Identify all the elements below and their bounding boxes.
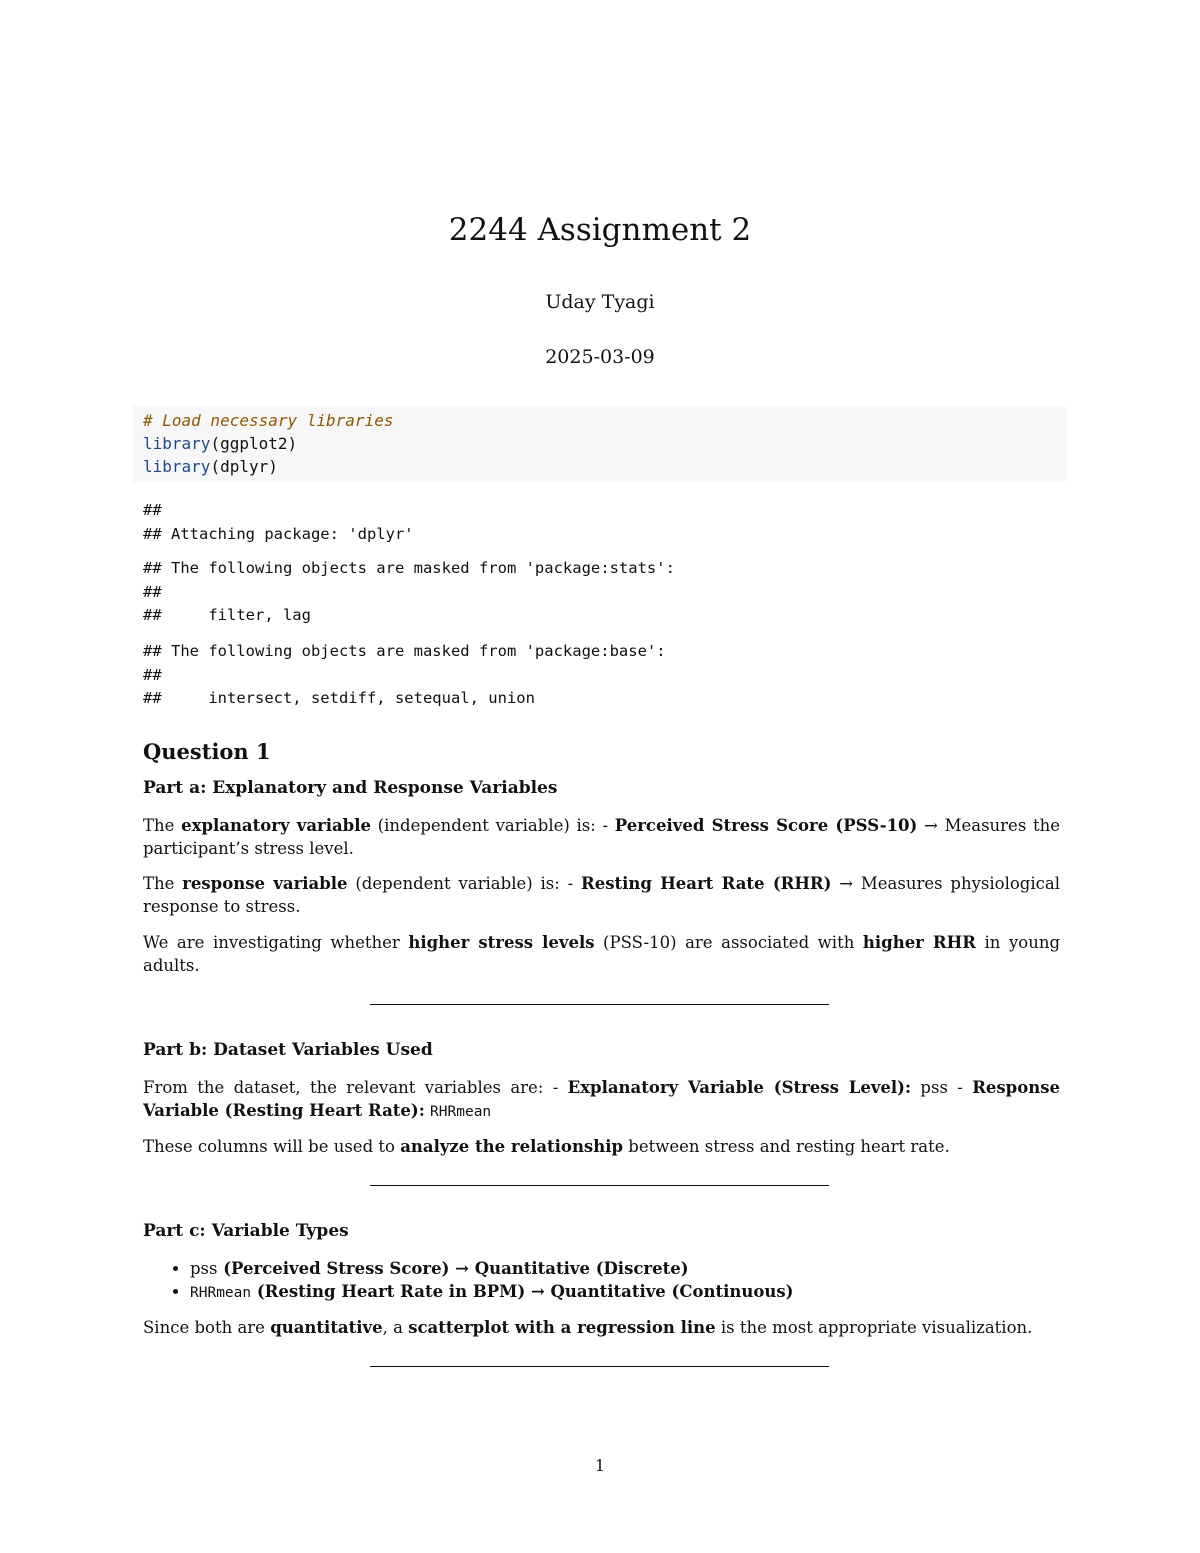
code-line-3 bbox=[143, 455, 1056, 478]
paragraph-visualization bbox=[143, 1316, 1060, 1339]
bold-run: Perceived Stress Score (PSS-10) bbox=[614, 816, 918, 835]
code-inline: RHRmean bbox=[190, 1285, 252, 1301]
text-run: → Measures physiological response to stress. bbox=[143, 874, 1060, 916]
horizontal-rule bbox=[370, 1366, 829, 1367]
code-block bbox=[133, 406, 1066, 482]
code-argument: (ggplot2) bbox=[210, 434, 298, 453]
text-run: The bbox=[143, 816, 182, 835]
text-run: is the most appropriate visualization. bbox=[715, 1318, 1033, 1337]
code-function: library bbox=[143, 434, 211, 453]
document-date: 2025-03-09 bbox=[545, 346, 655, 368]
text-run: pss bbox=[190, 1259, 218, 1278]
bold-run: (Resting Heart Rate in BPM) → Quantitative (Continuous) bbox=[251, 1282, 794, 1301]
text-run: in young adults. bbox=[143, 933, 1061, 975]
bold-run: higher RHR bbox=[862, 933, 976, 952]
list-item bbox=[190, 1257, 1060, 1280]
horizontal-rule bbox=[370, 1004, 829, 1005]
bold-run: scatterplot with a regression line bbox=[408, 1318, 716, 1337]
bold-run: analyze the relationship bbox=[400, 1137, 624, 1156]
paragraph-response bbox=[143, 872, 1060, 918]
console-output-1: ## ## Attaching package: 'dplyr' bbox=[143, 501, 414, 543]
paragraph-explanatory bbox=[143, 814, 1060, 860]
section-heading: Question 1 bbox=[143, 739, 271, 764]
code-comment: # Load necessary libraries bbox=[143, 411, 394, 430]
text-run: Since both are bbox=[143, 1318, 271, 1337]
bold-run: response variable bbox=[182, 874, 348, 893]
bold-run: Explanatory Variable (Stress Level): bbox=[567, 1078, 912, 1097]
horizontal-rule bbox=[370, 1185, 829, 1186]
console-output-3: ## The following objects are masked from 'package:base': ## ## intersect, setdiff, setequal, union bbox=[143, 642, 666, 707]
document-title: 2244 Assignment 2 bbox=[448, 212, 752, 248]
text-run: (PSS-10) are associated with bbox=[594, 933, 863, 952]
variable-types-list bbox=[143, 1257, 1060, 1305]
bold-run: higher stress levels bbox=[408, 933, 595, 952]
text-run: The bbox=[143, 874, 183, 893]
paragraph-investigation bbox=[143, 931, 1060, 977]
code-line-1 bbox=[143, 409, 1056, 432]
bold-run: Response Variable (Resting Heart Rate): bbox=[143, 1078, 1061, 1120]
code-inline: RHRmean bbox=[430, 1104, 492, 1120]
paragraph-columns-usage bbox=[143, 1135, 1060, 1158]
text-run: These columns will be used to bbox=[143, 1137, 401, 1156]
document-author: Uday Tyagi bbox=[545, 291, 655, 313]
text-run: (independent variable) is: - bbox=[370, 816, 615, 835]
page-number: 1 bbox=[594, 1456, 606, 1475]
subsection-heading-part-c: Part c: Variable Types bbox=[143, 1221, 349, 1241]
subsection-heading-part-a: Part a: Explanatory and Response Variables bbox=[143, 778, 558, 798]
bold-run: Resting Heart Rate (RHR) bbox=[580, 874, 832, 893]
text-run: , a bbox=[382, 1318, 409, 1337]
bold-run: (Perceived Stress Score) → Quantitative (Discrete) bbox=[217, 1259, 689, 1278]
console-output-2: ## The following objects are masked from 'package:stats': ## ## filter, lag bbox=[143, 559, 675, 624]
code-function: library bbox=[143, 457, 211, 476]
text-run: between stress and resting heart rate. bbox=[623, 1137, 950, 1156]
code-argument: (dplyr) bbox=[210, 457, 278, 476]
paragraph-dataset-variables bbox=[143, 1076, 1060, 1124]
text-run: We are investigating whether bbox=[143, 933, 409, 952]
code-line-2 bbox=[143, 432, 1056, 455]
text-run: → Measures the participant’s stress level. bbox=[143, 816, 1061, 858]
text-run: (dependent variable) is: - bbox=[347, 874, 581, 893]
bold-run: explanatory variable bbox=[181, 816, 371, 835]
text-run: From the dataset, the relevant variables are: - bbox=[143, 1078, 568, 1097]
bold-run: quantitative bbox=[270, 1318, 383, 1337]
list-item bbox=[190, 1280, 1060, 1305]
text-run: pss - bbox=[911, 1078, 973, 1097]
subsection-heading-part-b: Part b: Dataset Variables Used bbox=[143, 1040, 433, 1060]
